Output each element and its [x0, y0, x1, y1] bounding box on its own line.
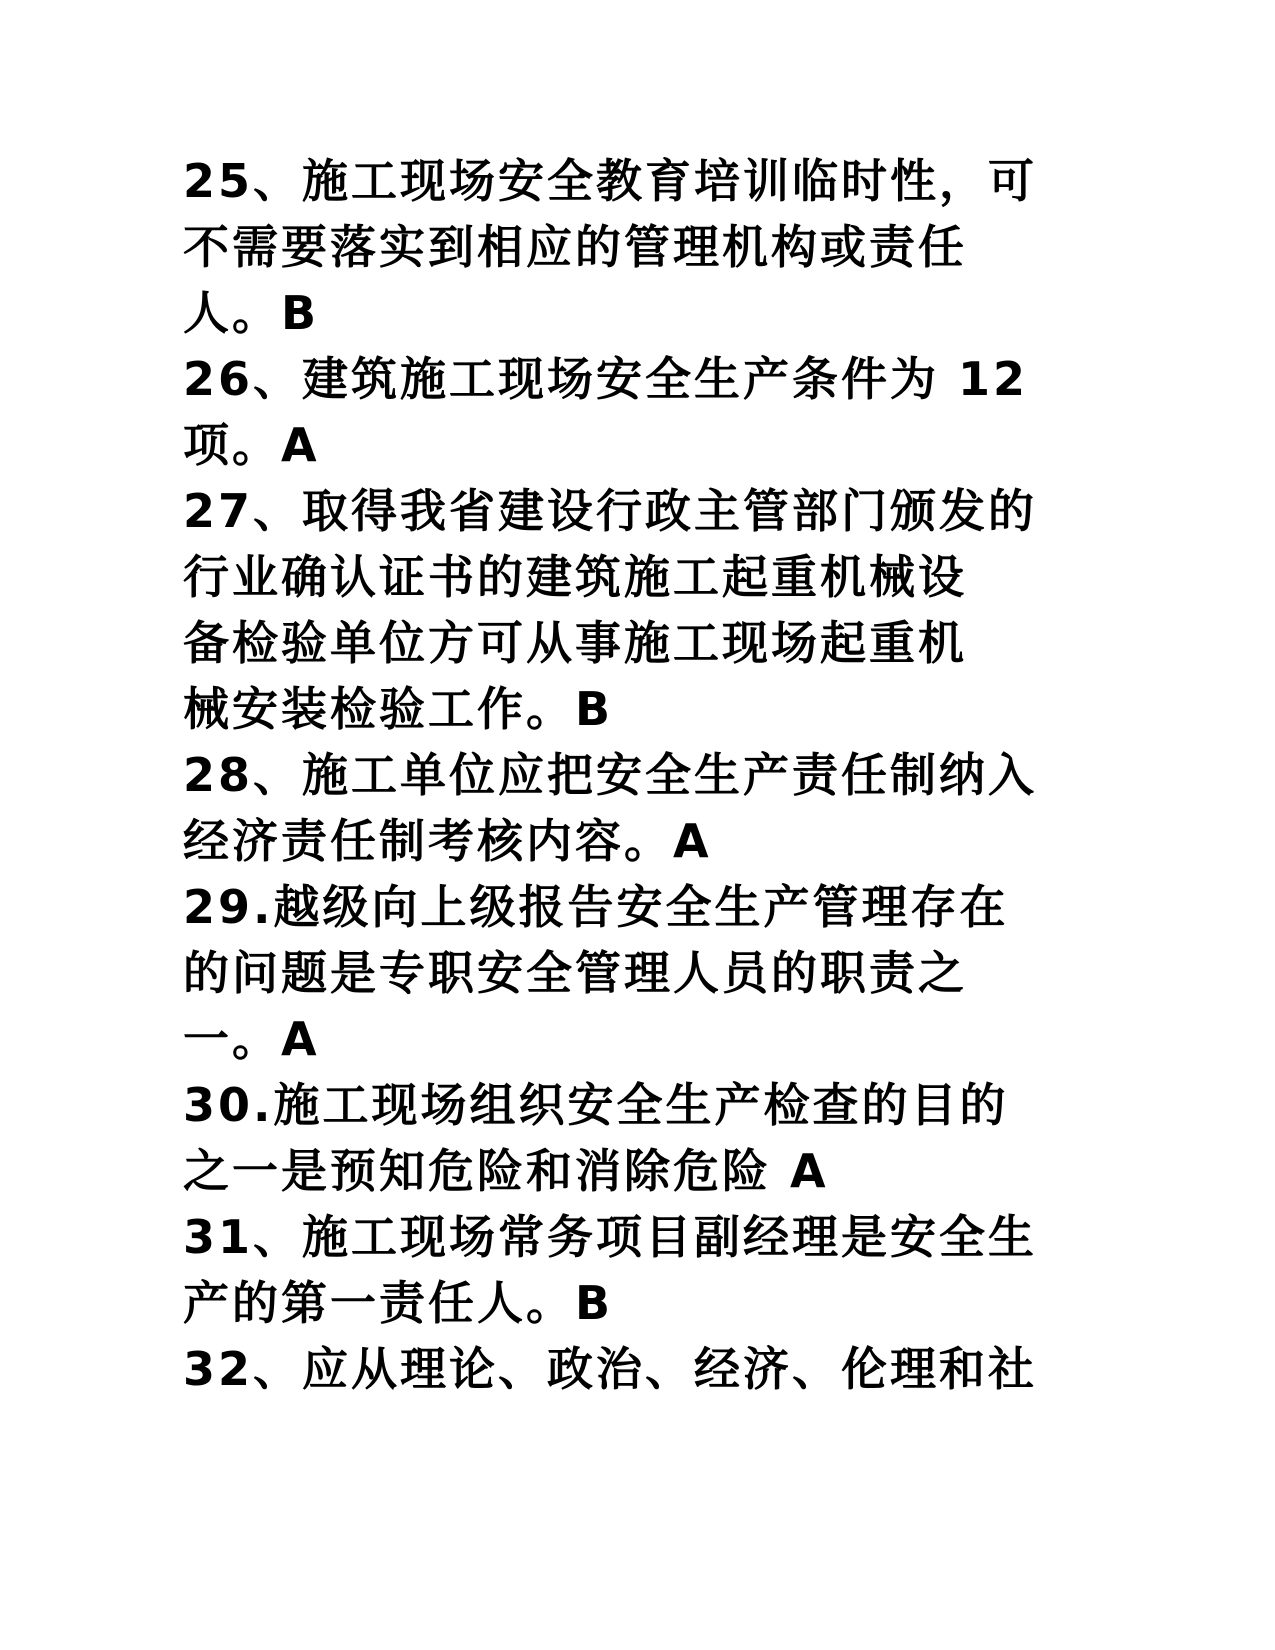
text-line: 不需要落实到相应的管理机构或责任	[183, 220, 967, 274]
text-line: 25、施工现场安全教育培训临时性，可	[183, 154, 1038, 208]
document-body	[183, 148, 1043, 1402]
text-line: 的问题是专职安全管理人员的职责之	[183, 946, 967, 1000]
text-line: 经济责任制考核内容。A	[183, 814, 712, 868]
text-line: 之一是预知危险和消除危险 A	[183, 1144, 829, 1198]
text-line: 28、施工单位应把安全生产责任制纳入	[183, 748, 1038, 802]
text-line: 项。A	[183, 418, 320, 472]
text-line: 31、施工现场常务项目副经理是安全生	[183, 1210, 1038, 1264]
text-line: 29.越级向上级报告安全生产管理存在	[183, 880, 1009, 934]
text-line: 一。A	[183, 1012, 320, 1066]
text-line: 26、建筑施工现场安全生产条件为 12	[183, 352, 1029, 406]
text-line: 行业确认证书的建筑施工起重机械设	[183, 550, 967, 604]
text-line: 备检验单位方可从事施工现场起重机	[183, 616, 967, 670]
text-line: 人。B	[183, 286, 320, 340]
text-line: 27、取得我省建设行政主管部门颁发的	[183, 484, 1038, 538]
text-line: 30.施工现场组织安全生产检查的目的	[183, 1078, 1009, 1132]
text-line: 产的第一责任人。B	[183, 1276, 614, 1330]
text-line: 械安装检验工作。B	[183, 682, 614, 736]
text-line: 32、应从理论、政治、经济、伦理和社	[183, 1342, 1038, 1396]
